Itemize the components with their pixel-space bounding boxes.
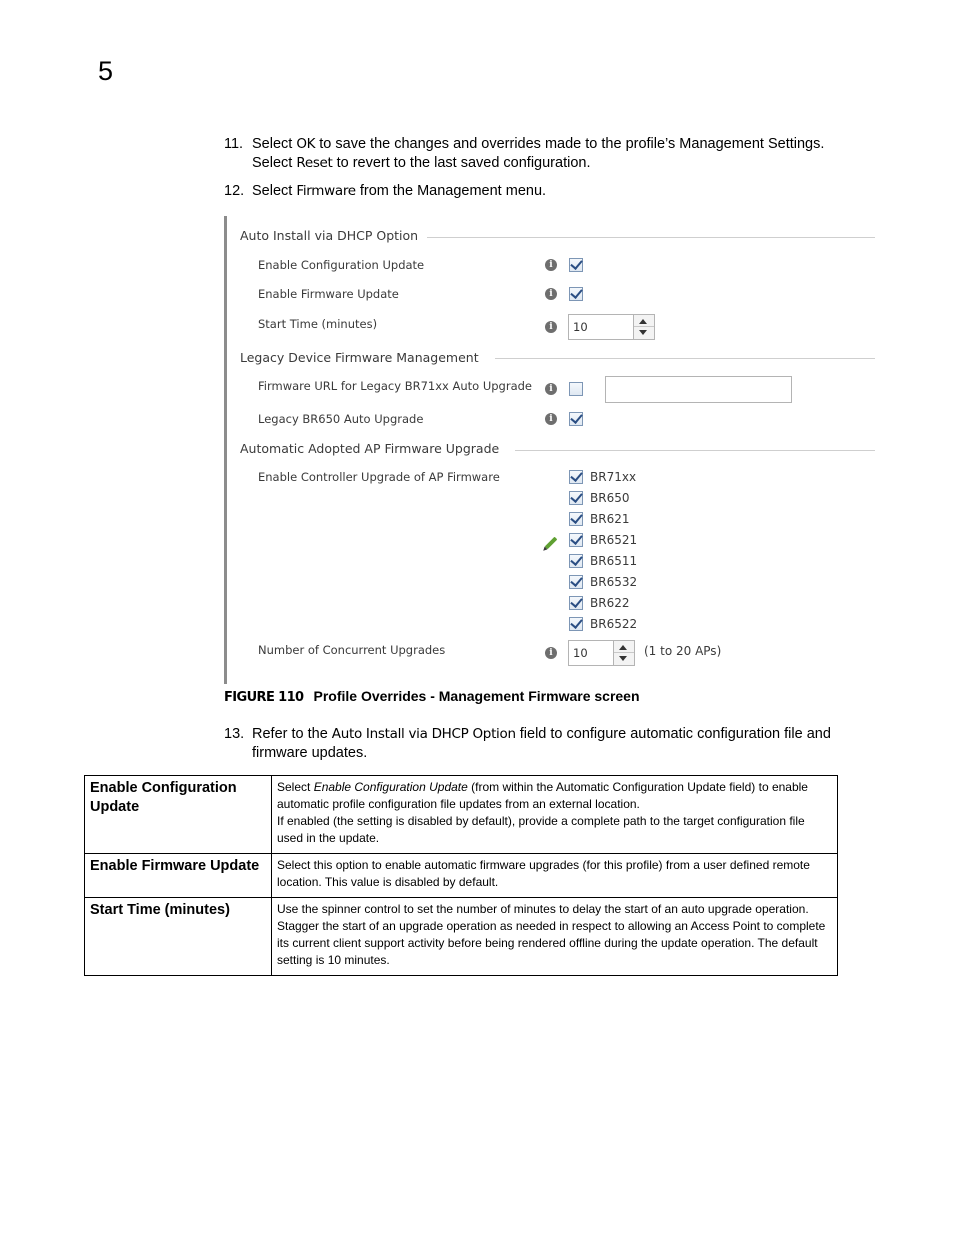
table-row bbox=[85, 776, 838, 854]
concurrent-upgrades-label: Number of Concurrent Upgrades bbox=[258, 643, 446, 657]
step-text: field to configure automatic configuration file and bbox=[515, 726, 831, 742]
step-11 bbox=[224, 135, 824, 173]
step-13 bbox=[224, 725, 831, 763]
enable-firmware-update-checkbox[interactable] bbox=[569, 287, 583, 301]
section-divider bbox=[515, 450, 875, 451]
ap-model-label: BR650 bbox=[590, 491, 630, 505]
legacy-br650-checkbox[interactable] bbox=[569, 412, 583, 426]
chapter-number: 5 bbox=[98, 56, 114, 86]
info-icon[interactable]: i bbox=[545, 413, 557, 425]
parameter-description bbox=[272, 776, 838, 854]
ap-model-checkbox[interactable] bbox=[569, 533, 583, 547]
step-text: Select bbox=[252, 183, 297, 199]
parameter-description bbox=[272, 898, 838, 976]
figure-title: Profile Overrides - Management Firmware screen bbox=[313, 688, 640, 704]
table-row bbox=[85, 898, 838, 976]
parameter-table bbox=[84, 775, 838, 976]
ap-model-checkbox[interactable] bbox=[569, 554, 583, 568]
ap-model-checkbox[interactable] bbox=[569, 617, 583, 631]
desc-text: Select this option to enable automatic firmware upgrades (for this profile) from a user defined remote location. This value is disabled by default. bbox=[277, 858, 810, 889]
start-time-value: 10 bbox=[573, 320, 588, 334]
step-text: to save the changes and overrides made to the profile’s Management Settings. bbox=[315, 136, 825, 152]
info-icon[interactable]: i bbox=[545, 259, 557, 271]
desc-text: (from within the Automatic Configuration Update field) to enable automatic profile configuration file updates from an external location. bbox=[277, 780, 808, 811]
spinner-up-icon[interactable] bbox=[619, 645, 627, 650]
firmware-url-input[interactable] bbox=[605, 376, 792, 403]
ap-model-checkbox[interactable] bbox=[569, 491, 583, 505]
info-icon[interactable]: i bbox=[545, 647, 557, 659]
section-divider bbox=[495, 358, 875, 359]
info-icon[interactable]: i bbox=[545, 288, 557, 300]
firmware-screen bbox=[224, 216, 875, 684]
step-number: 12. bbox=[224, 183, 245, 199]
ap-model-checkbox[interactable] bbox=[569, 470, 583, 484]
step-12 bbox=[224, 182, 546, 201]
ap-model-checkbox[interactable] bbox=[569, 512, 583, 526]
ap-model-label: BR622 bbox=[590, 596, 630, 610]
section-divider bbox=[427, 237, 875, 238]
ap-model-label: BR621 bbox=[590, 512, 630, 526]
enable-firmware-update-label: Enable Firmware Update bbox=[258, 287, 399, 301]
info-icon[interactable]: i bbox=[545, 383, 557, 395]
step-text: Refer to the bbox=[252, 726, 332, 742]
spinner-down-icon[interactable] bbox=[639, 330, 647, 335]
firmware-url-legacy-checkbox[interactable] bbox=[569, 382, 583, 396]
step-number: 13. bbox=[224, 726, 245, 742]
desc-text: Select bbox=[277, 780, 314, 794]
start-time-spinner[interactable] bbox=[568, 314, 655, 340]
enable-config-update-label: Enable Configuration Update bbox=[258, 258, 425, 272]
step-text: firmware updates. bbox=[252, 745, 368, 761]
spinner-arrows[interactable] bbox=[613, 641, 634, 665]
desc-emphasis: Enable Configuration Update bbox=[313, 780, 468, 794]
parameter-name: Enable Firmware Update bbox=[85, 854, 272, 898]
ap-model-label: BR6532 bbox=[590, 575, 638, 589]
concurrent-upgrades-value: 10 bbox=[573, 646, 588, 660]
desc-text: Use the spinner control to set the number of minutes to delay the start of an auto upgrade operation. Stagger the start of an upgrade operation as needed in respect to allowing an Access Point to complete its current client support activity before being rendered offline during the update operation. The default setting is 10 minutes. bbox=[277, 902, 826, 967]
step-text: to revert to the last saved configuration. bbox=[332, 155, 591, 171]
concurrent-upgrades-spinner[interactable] bbox=[568, 640, 635, 666]
table-row bbox=[85, 854, 838, 898]
ap-model-checkbox[interactable] bbox=[569, 596, 583, 610]
ap-model-label: BR71xx bbox=[590, 470, 637, 484]
parameter-name: Enable Configuration Update bbox=[85, 776, 272, 854]
enable-controller-upgrade-label: Enable Controller Upgrade of AP Firmware bbox=[258, 470, 500, 484]
spinner-down-icon[interactable] bbox=[619, 656, 627, 661]
figure-number: FIGURE 110 bbox=[224, 690, 304, 705]
keyword-auto-install: Auto Install via DHCP Option bbox=[331, 726, 516, 742]
start-time-label: Start Time (minutes) bbox=[258, 317, 378, 331]
keyword-ok: OK bbox=[296, 136, 316, 152]
enable-config-update-checkbox[interactable] bbox=[569, 258, 583, 272]
step-text: Select bbox=[252, 136, 297, 152]
ap-model-label: BR6511 bbox=[590, 554, 638, 568]
desc-text: If enabled (the setting is disabled by default), provide a complete path to the target configuration file used in the update. bbox=[277, 814, 805, 845]
parameter-name: Start Time (minutes) bbox=[85, 898, 272, 976]
step-number: 11. bbox=[224, 136, 244, 152]
section-adopted-ap: Automatic Adopted AP Firmware Upgrade bbox=[240, 441, 500, 456]
spinner-up-icon[interactable] bbox=[639, 319, 647, 324]
concurrent-upgrades-hint: (1 to 20 APs) bbox=[644, 644, 722, 658]
step-text: from the Management menu. bbox=[355, 183, 547, 199]
ap-model-label: BR6522 bbox=[590, 617, 638, 631]
parameter-description bbox=[272, 854, 838, 898]
ap-model-checkbox[interactable] bbox=[569, 575, 583, 589]
keyword-firmware: Firmware bbox=[296, 183, 356, 199]
pencil-icon[interactable] bbox=[545, 537, 558, 550]
section-auto-install: Auto Install via DHCP Option bbox=[240, 228, 419, 243]
firmware-url-legacy-label: Firmware URL for Legacy BR71xx Auto Upgrade bbox=[258, 379, 533, 393]
keyword-reset: Reset bbox=[296, 155, 333, 171]
info-icon[interactable]: i bbox=[545, 321, 557, 333]
ap-model-label: BR6521 bbox=[590, 533, 638, 547]
step-text: Select bbox=[252, 155, 297, 171]
figure-caption bbox=[224, 688, 640, 705]
section-legacy: Legacy Device Firmware Management bbox=[240, 350, 479, 365]
spinner-arrows[interactable] bbox=[633, 315, 654, 339]
legacy-br650-label: Legacy BR650 Auto Upgrade bbox=[258, 412, 424, 426]
